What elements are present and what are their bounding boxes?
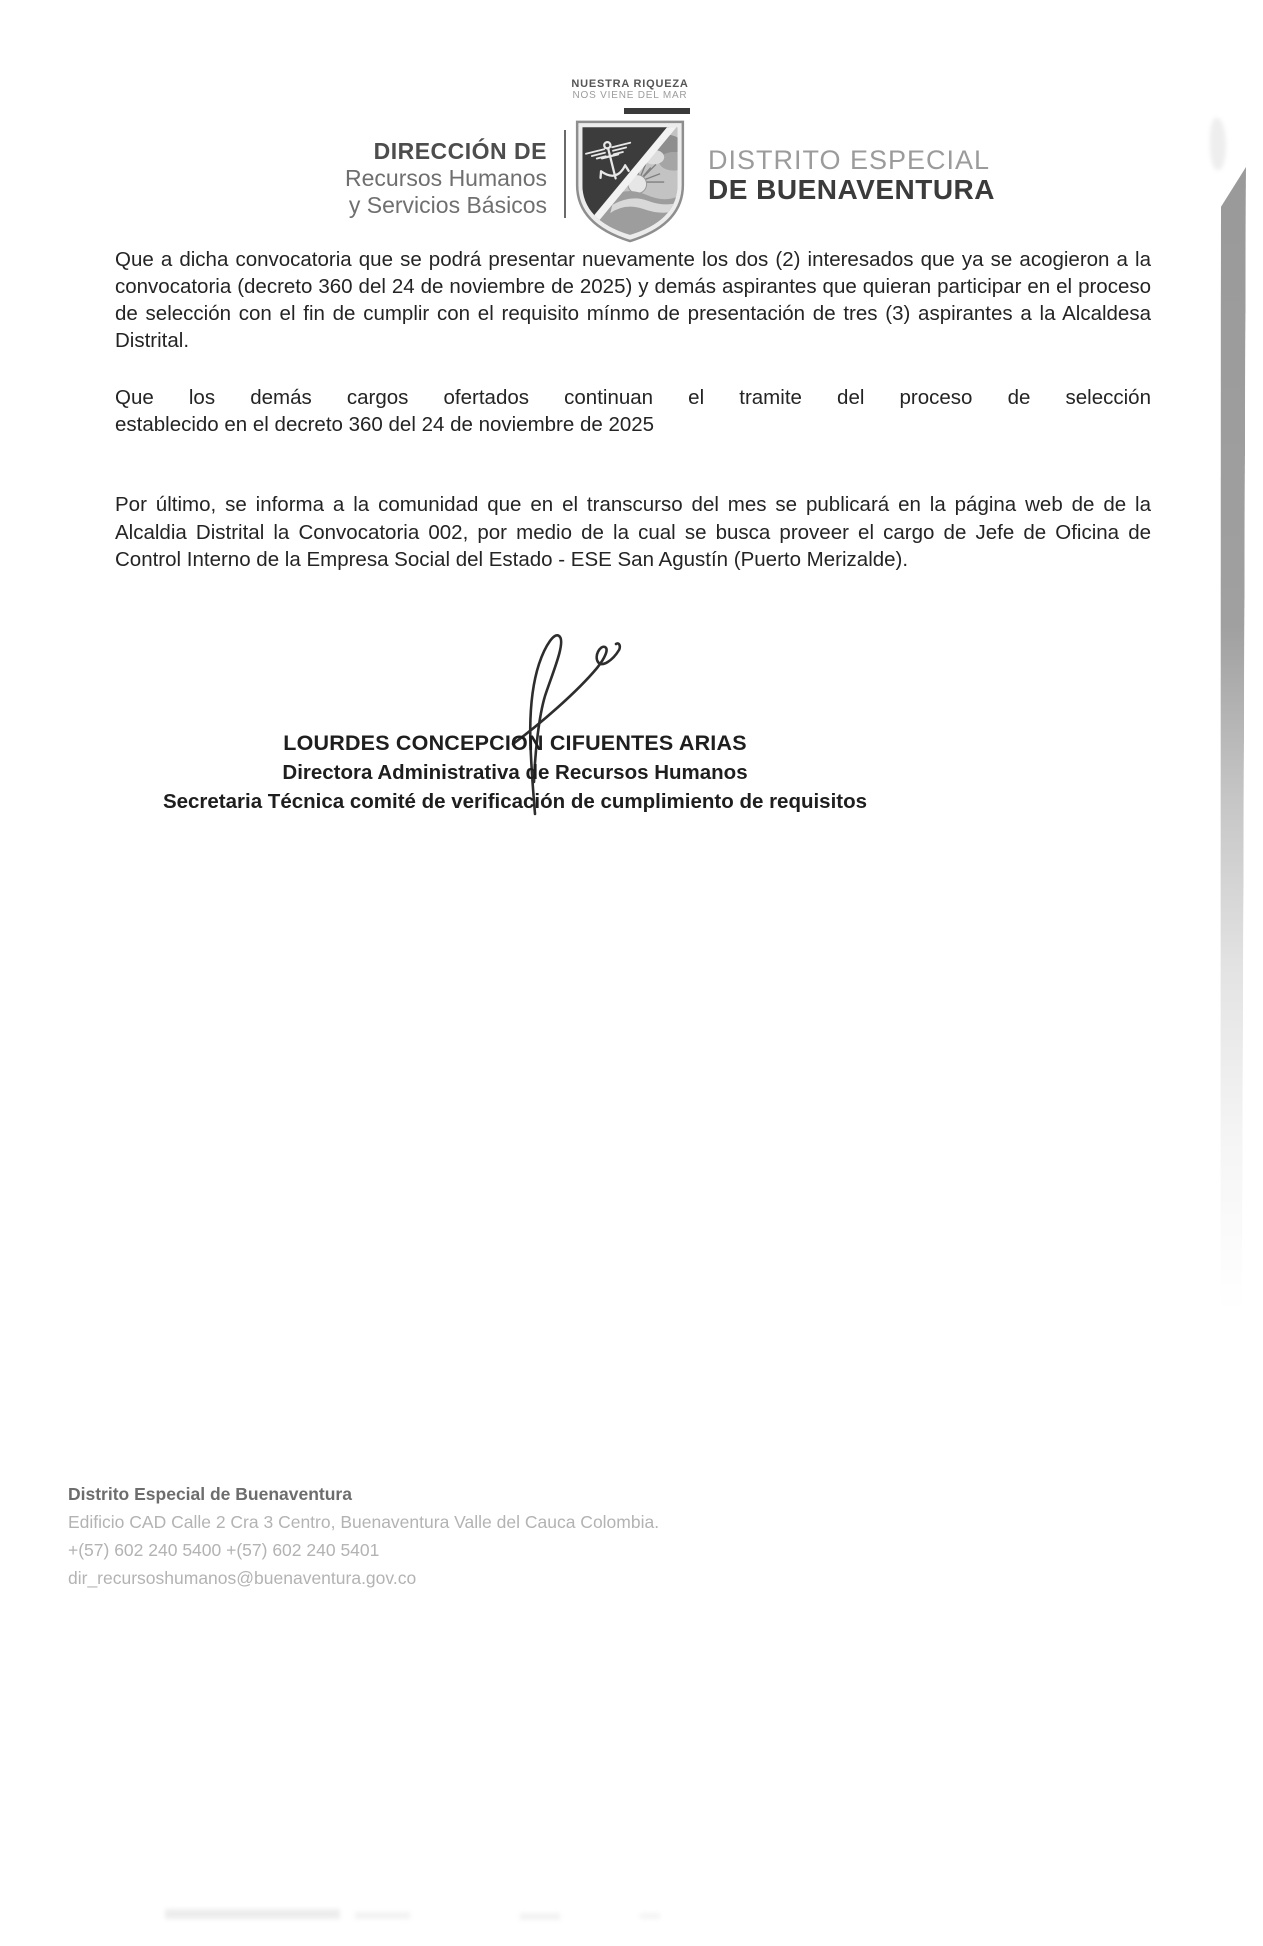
footer-block [68, 1480, 768, 1592]
scan-artifact-bottom-smudge [520, 1913, 560, 1920]
footer-phones: +(57) 602 240 5400 +(57) 602 240 5401 [68, 1540, 380, 1560]
paragraph-por-ultimo: Por último, se informa a la comunidad que en el transcurso del mes se publicará en la página web de de la Alcaldia Distrital la Convocatoria 002, por medio de la cual se busca proveer el cargo de Jefe de Oficina de Control Interno de la Empresa Social del Estado - ESE San Agustín (Puerto Merizalde). [115, 493, 1151, 571]
entity-name-line2: DE BUENAVENTURA [708, 174, 995, 205]
entity-name-line1: DISTRITO ESPECIAL [708, 145, 991, 175]
scan-artifact-top-right [1210, 118, 1226, 170]
paragraph-convocatoria: Que a dicha convocatoria que se podrá presentar nuevamente los dos (2) interesados que ya se acogieron a la convocatoria (decreto 360 del 24 de noviembre de 2025) y demás aspirantes que quieran participar en el proceso de selección con el fin de cumplir con el requisito mínmo de presentación de tres (3) aspirantes a la Alcaldesa Distrital. [115, 248, 1151, 352]
footer-address: Edificio CAD Calle 2 Cra 3 Centro, Buenaventura Valle del Cauca Colombia. [68, 1512, 660, 1532]
scan-artifact-bottom-smudge [640, 1913, 660, 1919]
paragraph-demas-cargos-line1: Que los demás cargos ofertados continuan el tramite del proceso de selección [115, 386, 1151, 409]
signer-title-2: Secretaria Técnica comité de verificación de cumplimiento de requisitos [162, 790, 868, 813]
motto-line1: NUESTRA RIQUEZA [571, 78, 689, 90]
scan-artifact-right-strip [1217, 167, 1246, 1312]
signer-name: LOURDES CONCEPCION CIFUENTES ARIAS [283, 731, 747, 755]
header-divider-line [564, 130, 566, 218]
entity-block [708, 146, 1068, 204]
department-name-line2: Recursos Humanos [345, 165, 547, 191]
footer-org-name: Distrito Especial de Buenaventura [68, 1484, 352, 1504]
department-name-line3: y Servicios Básicos [348, 192, 547, 218]
paragraph-demas-cargos-line2: establecido en el decreto 360 del 24 de noviembre de 2025 [115, 413, 655, 436]
motto-block [560, 78, 700, 102]
scan-artifact-bottom-smudge [355, 1912, 410, 1919]
footer-email: dir_recursoshumanos@buenaventura.gov.co [68, 1568, 417, 1588]
department-block [255, 138, 547, 219]
motto-line2: NOS VIENE DEL MAR [572, 90, 688, 101]
buenaventura-crest-icon [573, 116, 687, 246]
signature-block [115, 729, 915, 816]
signer-title-1: Directora Administrativa de Recursos Humanos [282, 761, 748, 784]
department-name-line1: DIRECCIÓN DE [373, 138, 547, 164]
motto-underline-bar [624, 108, 690, 114]
scan-artifact-bottom-smudge [165, 1909, 340, 1919]
